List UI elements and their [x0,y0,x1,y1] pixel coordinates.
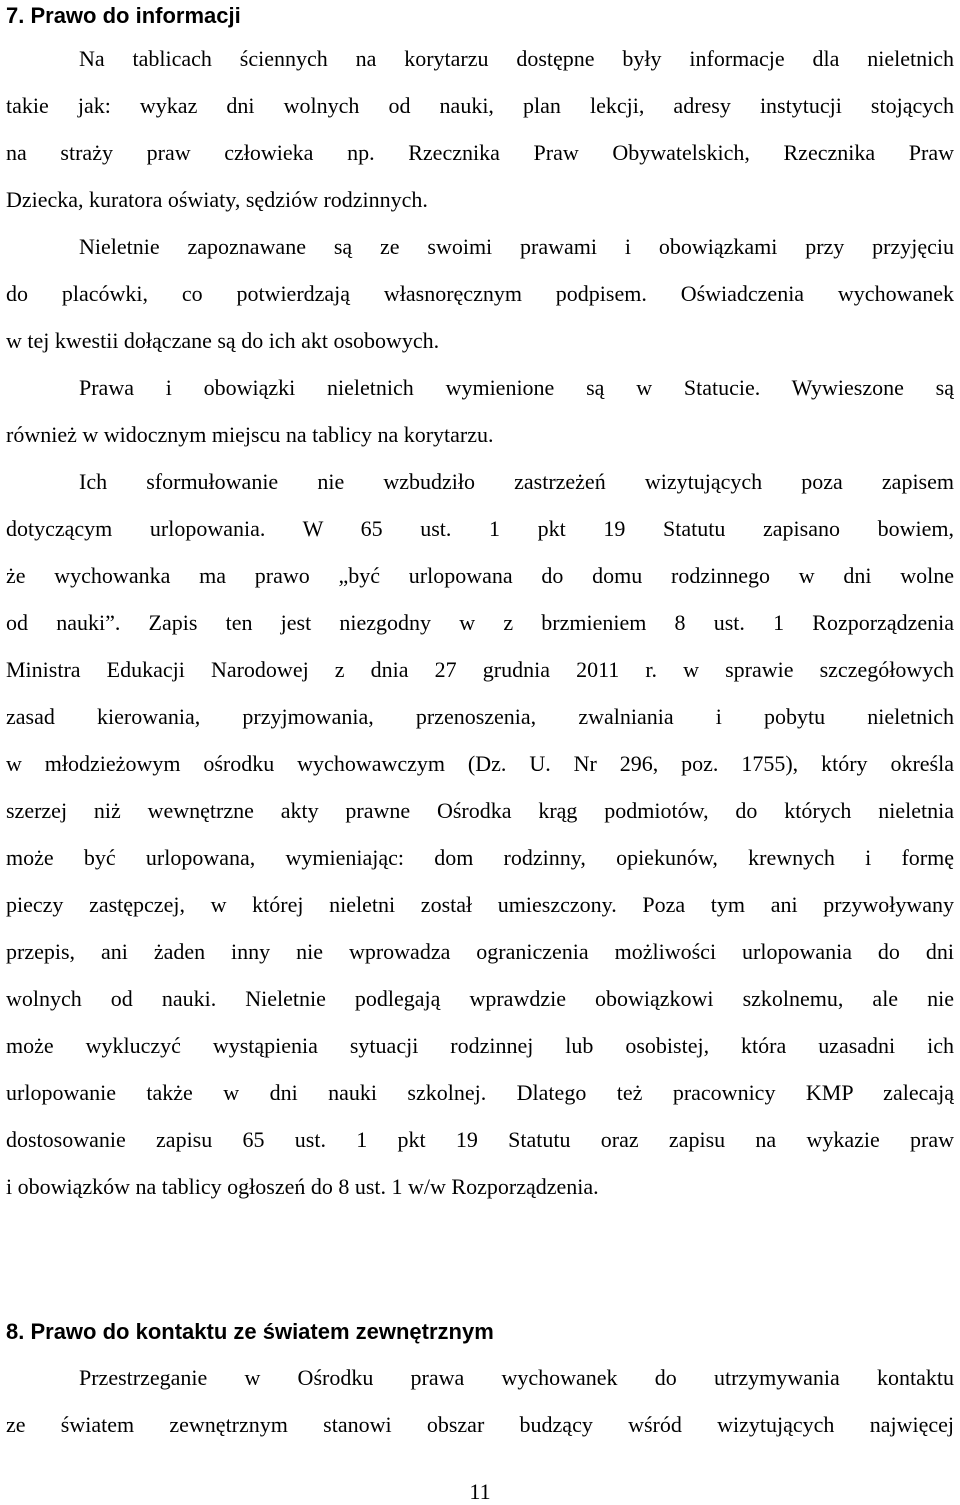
text-line: i obowiązków na tablicy ogłoszeń do 8 ust. 1 w/w Rozporządzenia. [6,1174,599,1199]
page-number: 11 [469,1479,491,1504]
section-8-title: 8. Prawo do kontaktu ze światem zewnętrznym [6,1319,494,1344]
text-line: na straży praw człowieka np. Rzecznika Praw Obywatelskich, Rzecznika Praw [6,140,954,165]
text-line: w młodzieżowym ośrodku wychowawczym (Dz. U. Nr 296, poz. 1755), który określa [6,751,954,776]
text-line: może być urlopowana, wymieniając: dom rodzinny, opiekunów, krewnych i formę [6,845,954,870]
text-line: Ich sformułowanie nie wzbudziło zastrzeżeń wizytujących poza zapisem [79,469,954,494]
text-line: Przestrzeganie w Ośrodku prawa wychowanek do utrzymywania kontaktu [79,1365,954,1390]
text-line: w tej kwestii dołączane są do ich akt osobowych. [6,328,440,353]
text-line: Dziecka, kuratora oświaty, sędziów rodzinnych. [6,187,428,212]
section-7-title: 7. Prawo do informacji [6,3,241,28]
text-line: przepis, ani żaden inny nie wprowadza ograniczenia możliwości urlopowania do dni [6,939,954,964]
text-line: od nauki”. Zapis ten jest niezgodny w z brzmieniem 8 ust. 1 Rozporządzenia [6,610,954,635]
section-7-body [6,35,954,1210]
section-8-body [6,1354,954,1448]
text-line: dotyczącym urlopowania. W 65 ust. 1 pkt 19 Statutu zapisano bowiem, [6,516,954,541]
text-line: również w widocznym miejscu na tablicy na korytarzu. [6,422,494,447]
text-line: ze światem zewnętrznym stanowi obszar budzący wśród wizytujących najwięcej [6,1412,954,1437]
text-line: do placówki, co potwierdzają własnoręcznym podpisem. Oświadczenia wychowanek [6,281,954,306]
text-line: może wykluczyć wystąpienia sytuacji rodzinnej lub osobistej, która uzasadni ich [6,1033,954,1058]
text-line: dostosowanie zapisu 65 ust. 1 pkt 19 Statutu oraz zapisu na wykazie praw [6,1127,954,1152]
text-line: że wychowanka ma prawo „być urlopowana do domu rodzinnego w dni wolne [6,563,954,588]
text-line: Ministra Edukacji Narodowej z dnia 27 grudnia 2011 r. w sprawie szczegółowych [6,657,954,682]
text-line: Na tablicach ściennych na korytarzu dostępne były informacje dla nieletnich [79,46,954,71]
text-line: Nieletnie zapoznawane są ze swoimi prawami i obowiązkami przy przyjęciu [79,234,954,259]
text-line: takie jak: wykaz dni wolnych od nauki, plan lekcji, adresy instytucji stojących [6,93,954,118]
text-line: Prawa i obowiązki nieletnich wymienione są w Statucie. Wywieszone są [79,375,954,400]
text-line: urlopowanie także w dni nauki szkolnej. Dlatego też pracownicy KMP zalecają [6,1080,954,1105]
text-line: szerzej niż wewnętrzne akty prawne Ośrodka krąg podmiotów, do których nieletnia [6,798,954,823]
text-line: zasad kierowania, przyjmowania, przenoszenia, zwalniania i pobytu nieletnich [6,704,954,729]
text-line: pieczy zastępczej, w której nieletni został umieszczony. Poza tym ani przywoływany [6,892,954,917]
text-line: wolnych od nauki. Nieletnie podlegają wprawdzie obowiązkowi szkolnemu, ale nie [6,986,954,1011]
